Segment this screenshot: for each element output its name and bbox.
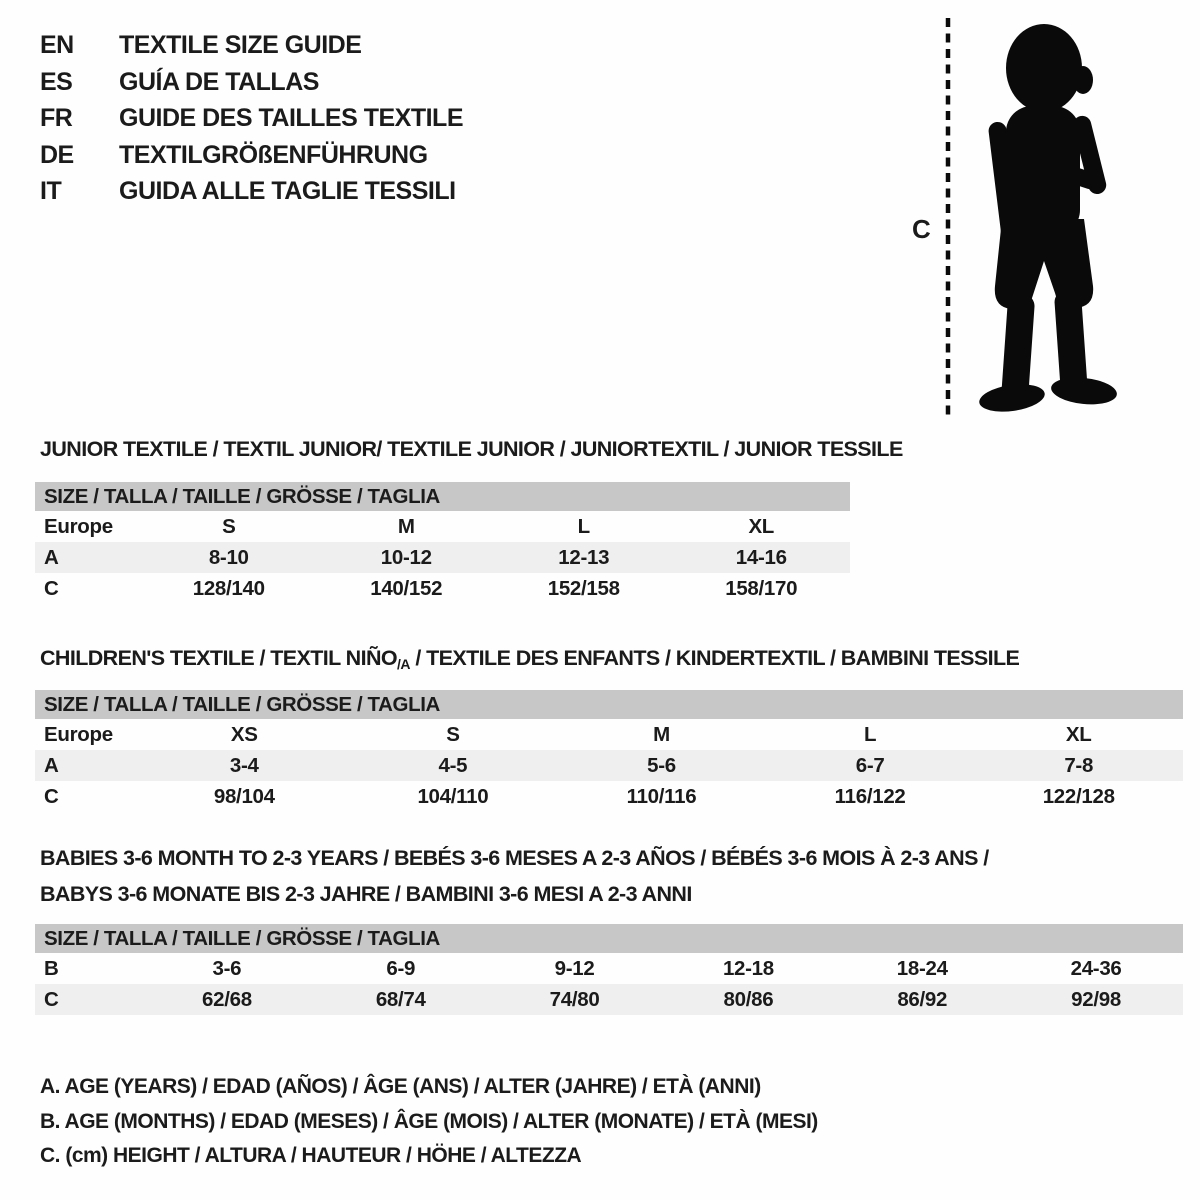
size-header-bar: SIZE / TALLA / TAILLE / GRÖSSE / TAGLIA [35,482,850,511]
table-cell: 80/86 [723,988,774,1011]
toddler-silhouette-image [962,16,1140,420]
table-row-height-cm [35,781,1183,812]
legend-height-cm: C. (cm) HEIGHT / ALTURA / HAUTEUR / HÖHE / ALTEZZA [40,1144,582,1167]
table-cell: XS [230,723,258,746]
children-title-subscript: /A [397,656,411,672]
legend-age-months: B. AGE (MONTHS) / EDAD (MESES) / ÂGE (MOIS) / ALTER (MONATE) / ETÀ (MESI) [40,1109,818,1133]
babies-size-table [35,924,1183,1015]
language-code: EN [40,31,74,59]
table-cell: 9-12 [554,957,595,980]
height-measure-dashed-line [944,18,952,418]
guide-title: GUÍA DE TALLAS [119,67,319,96]
language-row [40,100,463,137]
junior-size-table [35,482,850,604]
language-code: ES [40,67,73,96]
language-row [40,27,463,64]
children-section-title [40,646,1019,672]
table-cell: 122/128 [1042,785,1115,808]
table-row-age-months [35,953,1183,984]
table-cell: 110/116 [626,785,697,808]
table-row-europe [35,511,850,542]
guide-title: GUIDE DES TAILLES TEXTILE [119,104,464,132]
table-cell: S [446,723,460,746]
table-cell: 86/92 [897,988,948,1011]
children-title-prefix: CHILDREN'S TEXTILE / TEXTIL NIÑO [40,646,398,670]
table-cell: A [44,546,59,569]
height-measure-label: C [912,214,931,244]
table-cell: 6-7 [855,754,885,777]
table-cell: 7-8 [1064,754,1094,777]
table-cell: XL [1065,723,1092,746]
table-cell: XL [748,515,775,538]
table-row-age-years [35,750,1183,781]
babies-section-title-line1: BABIES 3-6 MONTH TO 2-3 YEARS / BEBÉS 3-6 MESES A 2-3 AÑOS / BÉBÉS 3-6 MOIS À 2-3 ANS / [40,846,989,870]
measure-legend [40,1070,818,1174]
language-row [40,64,463,101]
table-cell: Europe [44,723,113,746]
table-cell: M [653,723,670,746]
table-cell: 18-24 [896,957,948,980]
children-title-suffix: / TEXTILE DES ENFANTS / KINDERTEXTIL / BAMBINI TESSILE [410,646,1020,670]
language-code: DE [40,140,74,169]
table-cell: 14-16 [735,546,787,569]
size-header-bar: SIZE / TALLA / TAILLE / GRÖSSE / TAGLIA [35,690,1183,719]
table-cell: 5-6 [647,754,676,777]
table-cell: M [397,515,415,538]
table-cell: 68/74 [375,988,426,1011]
table-cell: A [44,754,59,777]
table-cell: 8-10 [208,546,249,569]
table-cell: 6-9 [386,957,416,980]
table-cell: 62/68 [202,988,252,1011]
table-cell: 98/104 [213,785,275,808]
table-cell: 12-13 [558,546,610,569]
table-cell: 3-4 [229,754,259,777]
guide-title: TEXTILGRÖßENFÜHRUNG [119,140,428,169]
table-row-age-years [35,542,850,573]
table-row-europe [35,719,1183,750]
table-cell: 12-18 [722,957,774,980]
guide-title: GUIDA ALLE TAGLIE TESSILI [119,177,456,205]
table-cell: Europe [44,515,113,538]
size-header-bar: SIZE / TALLA / TAILLE / GRÖSSE / TAGLIA [35,924,1183,953]
table-cell: 10-12 [380,546,432,569]
table-cell: 24-36 [1070,957,1122,980]
table-cell: 4-5 [438,754,468,777]
table-cell: L [577,515,590,538]
table-cell: S [222,515,236,538]
language-code: IT [40,177,62,205]
table-cell: L [863,723,877,746]
table-cell: C [44,785,59,808]
legend-age-years: A. AGE (YEARS) / EDAD (AÑOS) / ÂGE (ANS) / ALTER (JAHRE) / ETÀ (ANNI) [40,1075,761,1098]
table-row-height-cm [35,984,1183,1015]
table-cell: 104/110 [417,785,489,808]
language-row [40,137,463,174]
babies-section-title-line2: BABYS 3-6 MONATE BIS 2-3 JAHRE / BAMBINI 3-6 MESI A 2-3 ANNI [40,882,692,906]
table-cell: 140/152 [370,577,443,600]
table-cell: C [44,577,59,600]
table-cell: 158/170 [725,577,798,600]
guide-title: TEXTILE SIZE GUIDE [119,31,362,59]
table-cell: C [44,988,59,1011]
junior-section-title: JUNIOR TEXTILE / TEXTIL JUNIOR/ TEXTILE JUNIOR / JUNIORTEXTIL / JUNIOR TESSILE [40,437,903,461]
language-code: FR [40,104,73,132]
children-size-table [35,690,1183,812]
table-cell: 128/140 [192,577,265,600]
table-cell: 3-6 [212,957,242,980]
table-cell: 152/158 [547,577,620,600]
language-row [40,173,463,210]
table-cell: 92/98 [1071,988,1121,1011]
table-cell: 74/80 [549,988,600,1011]
language-title-list [40,27,463,210]
table-row-height-cm [35,573,850,604]
table-cell: B [44,957,59,980]
table-cell: 116/122 [834,785,906,808]
